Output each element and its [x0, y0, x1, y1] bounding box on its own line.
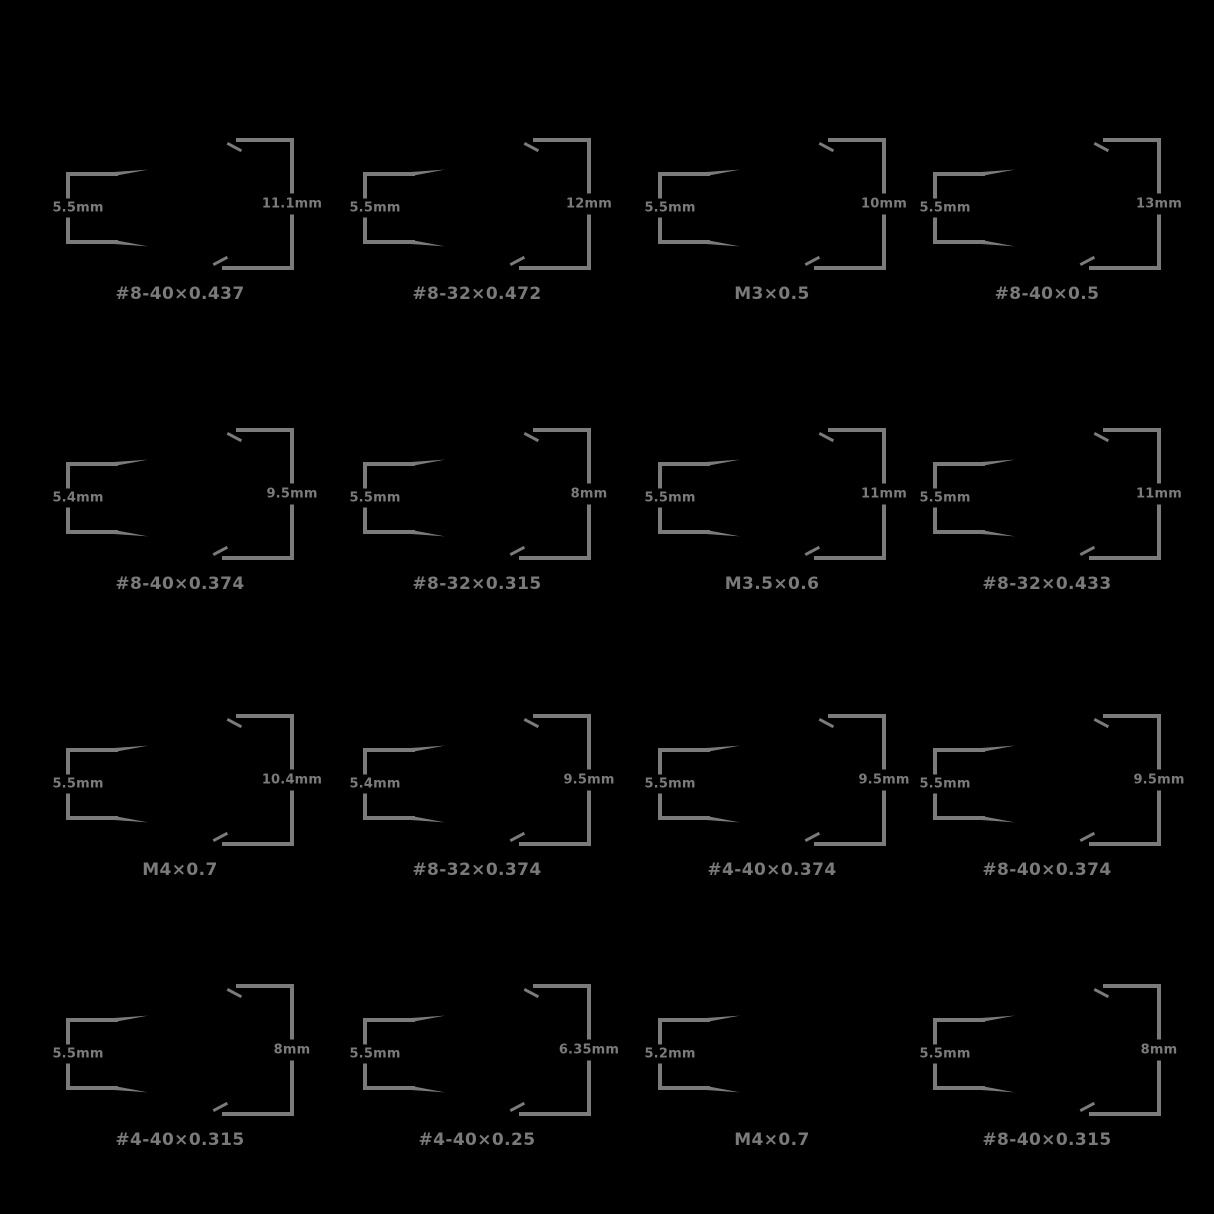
tick-icon — [524, 988, 540, 998]
thread-spec-caption: #8-32×0.374 — [412, 860, 542, 880]
bracket-line — [363, 748, 415, 752]
pointer-wedge-icon — [411, 816, 445, 822]
pointer-wedge-icon — [706, 460, 740, 466]
outer-dimension-bracket — [822, 714, 910, 846]
pointer-wedge-icon — [706, 816, 740, 822]
bracket-line — [363, 1018, 415, 1022]
outer-dimension-bracket — [822, 138, 907, 270]
tick-icon — [213, 1102, 229, 1112]
tick-icon — [805, 256, 821, 266]
bracket-line — [66, 1018, 118, 1022]
tick-icon — [1080, 546, 1096, 556]
inner-dimension-label: 5.5mm — [52, 776, 104, 792]
screw-diagram-cell — [349, 714, 615, 904]
outer-dimension-label: 11mm — [1134, 484, 1184, 505]
tick-icon — [1080, 1102, 1096, 1112]
tick-icon — [1094, 142, 1110, 152]
bracket-line — [222, 556, 294, 560]
outer-dimension-label: 9.5mm — [264, 484, 319, 505]
pointer-wedge-icon — [114, 240, 148, 246]
pointer-wedge-icon — [706, 530, 740, 536]
bracket-line — [1103, 138, 1161, 142]
pointer-wedge-icon — [114, 530, 148, 536]
tick-icon — [227, 142, 243, 152]
thread-spec-caption: #8-40×0.437 — [115, 284, 245, 304]
tick-icon — [213, 546, 229, 556]
bracket-line — [814, 556, 886, 560]
inner-dimension-bracket — [919, 172, 1013, 244]
bracket-line — [814, 842, 886, 846]
outer-dimension-bracket — [527, 714, 615, 846]
thread-spec-caption: #8-40×0.315 — [982, 1130, 1112, 1150]
pointer-wedge-icon — [706, 1016, 740, 1022]
pointer-wedge-icon — [411, 460, 445, 466]
screw-diagram-cell — [52, 714, 323, 904]
bracket-line — [1089, 266, 1161, 270]
thread-spec-caption: #4-40×0.374 — [707, 860, 837, 880]
thread-spec-caption: #8-32×0.472 — [412, 284, 542, 304]
tick-icon — [819, 432, 835, 442]
thread-spec-caption: M3.5×0.6 — [724, 574, 820, 594]
tick-icon — [805, 546, 821, 556]
pointer-wedge-icon — [981, 170, 1015, 176]
pointer-wedge-icon — [114, 816, 148, 822]
bracket-line — [236, 714, 294, 718]
outer-dimension-label: 10mm — [859, 194, 909, 215]
bracket-line — [1103, 428, 1161, 432]
bracket-line — [533, 984, 591, 988]
inner-dimension-label: 5.5mm — [644, 490, 696, 506]
bracket-line — [658, 530, 710, 534]
inner-dimension-label: 5.5mm — [919, 200, 971, 216]
pointer-wedge-icon — [706, 170, 740, 176]
bracket-line — [222, 266, 294, 270]
inner-dimension-label: 5.4mm — [52, 490, 104, 506]
screw-diagram-cell — [919, 714, 1185, 904]
bracket-line — [363, 1086, 415, 1090]
inner-dimension-label: 5.5mm — [919, 776, 971, 792]
outer-dimension-bracket — [527, 984, 620, 1116]
bracket-line — [933, 1086, 985, 1090]
outer-dimension-bracket — [230, 984, 311, 1116]
tick-icon — [1094, 718, 1110, 728]
bracket-line — [1103, 714, 1161, 718]
bracket-line — [66, 748, 118, 752]
screw-diagram-cell — [919, 428, 1182, 618]
inner-dimension-bracket — [52, 172, 146, 244]
inner-dimension-bracket — [919, 462, 1013, 534]
bracket-line — [222, 1112, 294, 1116]
screw-diagram-cell — [52, 138, 323, 328]
bracket-line — [66, 240, 118, 244]
pointer-wedge-icon — [411, 170, 445, 176]
bracket-line — [236, 984, 294, 988]
bracket-line — [533, 428, 591, 432]
tick-icon — [510, 1102, 526, 1112]
outer-dimension-label: 6.35mm — [557, 1040, 621, 1061]
tick-icon — [227, 432, 243, 442]
screw-diagram-cell — [349, 138, 612, 328]
pointer-wedge-icon — [114, 1086, 148, 1092]
bracket-line — [66, 816, 118, 820]
bracket-line — [363, 240, 415, 244]
outer-dimension-label: 10.4mm — [260, 770, 324, 791]
inner-dimension-bracket — [644, 748, 738, 820]
pointer-wedge-icon — [411, 746, 445, 752]
thread-spec-caption: M4×0.7 — [734, 1130, 810, 1150]
thread-spec-caption: #8-40×0.5 — [994, 284, 1100, 304]
pointer-wedge-icon — [114, 746, 148, 752]
bracket-line — [933, 240, 985, 244]
bracket-line — [363, 462, 415, 466]
bracket-line — [828, 428, 886, 432]
thread-spec-caption: #4-40×0.25 — [418, 1130, 536, 1150]
tick-icon — [213, 256, 229, 266]
bracket-line — [658, 1018, 710, 1022]
outer-dimension-bracket — [527, 428, 608, 560]
outer-dimension-label: 11mm — [859, 484, 909, 505]
tick-icon — [1094, 432, 1110, 442]
outer-dimension-label: 8mm — [569, 484, 610, 505]
bracket-line — [222, 842, 294, 846]
bracket-line — [933, 1018, 985, 1022]
tick-icon — [819, 718, 835, 728]
inner-dimension-label: 5.5mm — [919, 1046, 971, 1062]
bracket-line — [363, 530, 415, 534]
bracket-line — [519, 1112, 591, 1116]
bracket-line — [519, 842, 591, 846]
screw-diagram-cell — [52, 428, 318, 618]
inner-dimension-label: 5.5mm — [349, 200, 401, 216]
pointer-wedge-icon — [411, 1016, 445, 1022]
inner-dimension-bracket — [349, 462, 443, 534]
bracket-line — [66, 1086, 118, 1090]
outer-dimension-label: 8mm — [1139, 1040, 1180, 1061]
inner-dimension-label: 5.5mm — [349, 490, 401, 506]
pointer-wedge-icon — [114, 460, 148, 466]
tick-icon — [819, 142, 835, 152]
bracket-line — [236, 428, 294, 432]
pointer-wedge-icon — [706, 746, 740, 752]
inner-dimension-label: 5.5mm — [919, 490, 971, 506]
pointer-wedge-icon — [114, 170, 148, 176]
inner-dimension-label: 5.4mm — [349, 776, 401, 792]
outer-dimension-label: 11.1mm — [260, 194, 324, 215]
bracket-line — [519, 556, 591, 560]
thread-spec-caption: #4-40×0.315 — [115, 1130, 245, 1150]
bracket-line — [658, 748, 710, 752]
outer-dimension-label: 12mm — [564, 194, 614, 215]
bracket-line — [658, 172, 710, 176]
screw-diagram-cell — [349, 428, 608, 618]
tick-icon — [524, 718, 540, 728]
outer-dimension-bracket — [1097, 984, 1178, 1116]
pointer-wedge-icon — [981, 240, 1015, 246]
pointer-wedge-icon — [411, 1086, 445, 1092]
outer-dimension-bracket — [822, 428, 907, 560]
thread-spec-caption: M3×0.5 — [734, 284, 810, 304]
pointer-wedge-icon — [114, 1016, 148, 1022]
bracket-line — [814, 266, 886, 270]
tick-icon — [227, 988, 243, 998]
screw-diagram-cell — [349, 984, 620, 1174]
bracket-line — [363, 816, 415, 820]
outer-dimension-bracket — [230, 138, 323, 270]
inner-dimension-label: 5.5mm — [52, 200, 104, 216]
tick-icon — [524, 432, 540, 442]
inner-dimension-bracket — [52, 748, 146, 820]
thread-spec-caption: #8-40×0.374 — [115, 574, 245, 594]
bracket-line — [1089, 556, 1161, 560]
screw-diagram-cell — [644, 714, 910, 904]
inner-dimension-bracket — [349, 172, 443, 244]
bracket-line — [933, 172, 985, 176]
screw-diagram-cell — [644, 984, 886, 1174]
tick-icon — [510, 546, 526, 556]
outer-dimension-label: 13mm — [1134, 194, 1184, 215]
screw-diagram-cell — [52, 984, 311, 1174]
inner-dimension-bracket — [919, 1018, 1013, 1090]
bracket-line — [66, 462, 118, 466]
tick-icon — [805, 832, 821, 842]
pointer-wedge-icon — [706, 240, 740, 246]
tick-icon — [213, 832, 229, 842]
pointer-wedge-icon — [981, 460, 1015, 466]
inner-dimension-label: 5.5mm — [644, 200, 696, 216]
pointer-wedge-icon — [706, 1086, 740, 1092]
outer-dimension-bracket — [230, 428, 318, 560]
tick-icon — [1080, 256, 1096, 266]
tick-icon — [510, 256, 526, 266]
outer-dimension-bracket — [1097, 714, 1185, 846]
bracket-line — [1089, 842, 1161, 846]
tick-icon — [1094, 988, 1110, 998]
outer-dimension-label: 8mm — [272, 1040, 313, 1061]
thread-spec-caption: #8-40×0.374 — [982, 860, 1112, 880]
bracket-line — [658, 1086, 710, 1090]
bracket-line — [933, 462, 985, 466]
inner-dimension-bracket — [349, 748, 443, 820]
pointer-wedge-icon — [981, 1086, 1015, 1092]
inner-dimension-label: 5.2mm — [644, 1046, 696, 1062]
pointer-wedge-icon — [981, 530, 1015, 536]
outer-dimension-bracket — [1097, 138, 1182, 270]
inner-dimension-bracket — [52, 462, 146, 534]
bracket-line — [933, 530, 985, 534]
outer-dimension-bracket — [1097, 428, 1182, 560]
inner-dimension-bracket — [52, 1018, 146, 1090]
tick-icon — [524, 142, 540, 152]
screw-diagram-cell — [919, 984, 1178, 1174]
thread-spec-caption: M4×0.7 — [142, 860, 218, 880]
bracket-line — [533, 138, 591, 142]
pointer-wedge-icon — [981, 746, 1015, 752]
inner-dimension-bracket — [644, 1018, 738, 1090]
screw-diagram-cell — [919, 138, 1182, 328]
pointer-wedge-icon — [981, 1016, 1015, 1022]
bracket-line — [533, 714, 591, 718]
outer-dimension-label: 9.5mm — [856, 770, 911, 791]
outer-dimension-bracket — [527, 138, 612, 270]
bracket-line — [933, 816, 985, 820]
inner-dimension-label: 5.5mm — [644, 776, 696, 792]
tick-icon — [1080, 832, 1096, 842]
screw-diagram-cell — [644, 138, 907, 328]
inner-dimension-label: 5.5mm — [52, 1046, 104, 1062]
bracket-line — [1089, 1112, 1161, 1116]
outer-dimension-label: 9.5mm — [1131, 770, 1186, 791]
pointer-wedge-icon — [981, 816, 1015, 822]
bracket-line — [933, 748, 985, 752]
bracket-line — [658, 816, 710, 820]
bracket-line — [658, 462, 710, 466]
tick-icon — [227, 718, 243, 728]
bracket-line — [519, 266, 591, 270]
inner-dimension-label: 5.5mm — [349, 1046, 401, 1062]
bracket-line — [363, 172, 415, 176]
inner-dimension-bracket — [644, 172, 738, 244]
pointer-wedge-icon — [411, 530, 445, 536]
pointer-wedge-icon — [411, 240, 445, 246]
bracket-line — [66, 172, 118, 176]
bracket-line — [658, 240, 710, 244]
bracket-line — [66, 530, 118, 534]
thread-spec-caption: #8-32×0.433 — [982, 574, 1112, 594]
inner-dimension-bracket — [919, 748, 1013, 820]
bracket-line — [1103, 984, 1161, 988]
bracket-line — [828, 138, 886, 142]
outer-dimension-bracket — [230, 714, 323, 846]
bracket-line — [236, 138, 294, 142]
tick-icon — [510, 832, 526, 842]
thread-spec-caption: #8-32×0.315 — [412, 574, 542, 594]
inner-dimension-bracket — [349, 1018, 443, 1090]
inner-dimension-bracket — [644, 462, 738, 534]
bracket-line — [828, 714, 886, 718]
outer-dimension-label: 9.5mm — [561, 770, 616, 791]
screw-diagram-cell — [644, 428, 907, 618]
